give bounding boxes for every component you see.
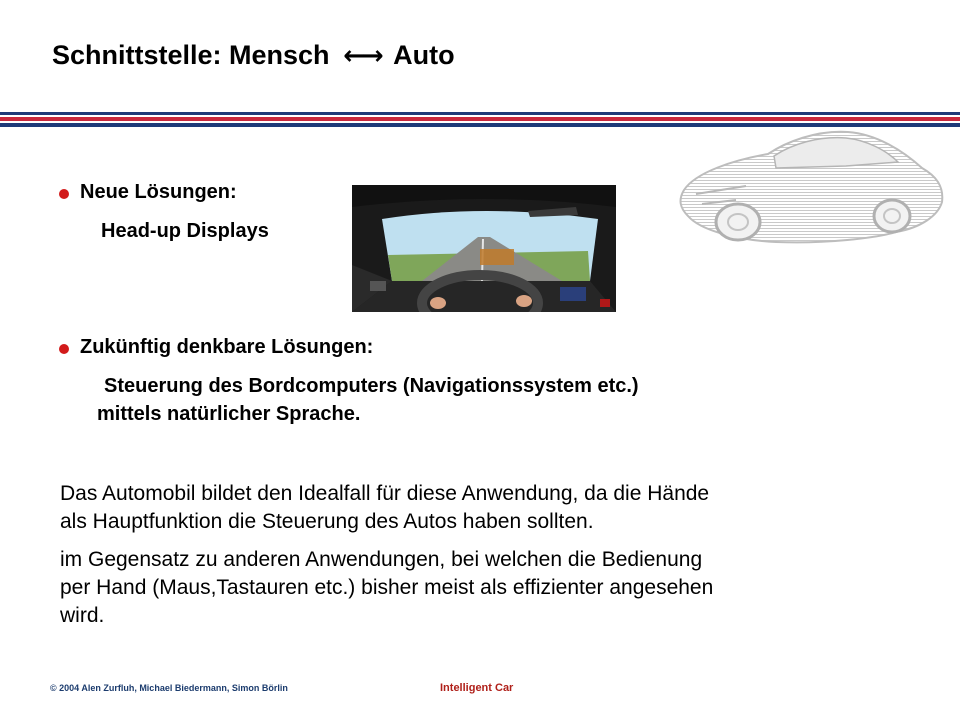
paragraph-2-line-2: per Hand (Maus,Tastauren etc.) bisher meist als effizienter angesehen [60,576,714,599]
slide-title [52,40,455,71]
paragraph-2-line-1: im Gegensatz zu anderen Anwendungen, bei welchen die Bedienung [60,548,703,571]
bullet-dot-icon [59,189,69,199]
head-up-display-photo [352,185,616,312]
bidirectional-arrow-icon: ←→ [343,41,381,71]
paragraph-2-line-3: wird. [60,604,105,627]
footer-course-title: Intelligent Car [440,682,514,694]
bullet-neue-loesungen: Neue Lösungen: [80,181,237,203]
bullet-dot-icon [59,344,69,354]
title-text-end: Auto [393,40,455,70]
paragraph-1-line-1: Das Automobil bildet den Idealfall für diese Anwendung, da die Hände [60,482,710,505]
paragraph-1-line-2: als Hauptfunktion die Steuerung des Autos haben sollten. [60,510,594,533]
bullet-sub-head-up-displays: Head-up Displays [101,220,269,242]
bullet-sub-steuerung: Steuerung des Bordcomputers (Navigationssystem etc.) [104,375,639,397]
bullet-sub-sprache: mittels natürlicher Sprache. [97,403,361,425]
car-watermark-image [676,120,948,258]
bullet-zukuenftige-loesungen: Zukünftig denkbare Lösungen: [80,336,374,358]
title-text-start: Schnittstelle: Mensch [52,40,330,70]
footer-copyright: © 2004 Alen Zurfluh, Michael Biedermann, Simon Börlin [50,683,288,693]
